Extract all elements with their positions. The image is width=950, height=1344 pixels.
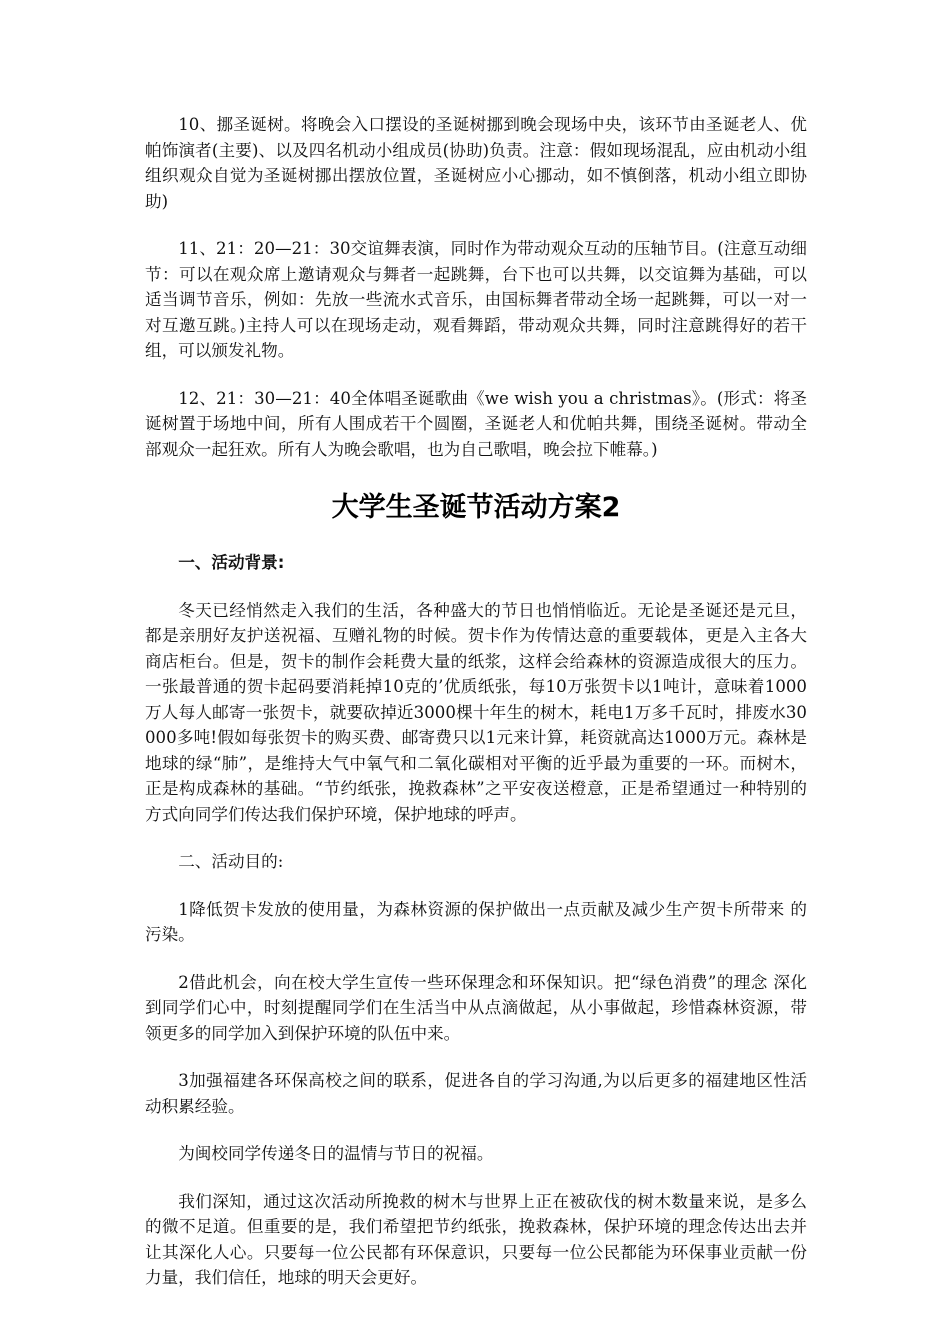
paragraph-item-12: 12、21：30—21：40全体唱圣诞歌曲《we wish you a christmas》。(形式：将圣诞树置于场地中间，所有人围成若干个圆圈，圣诞老人和优帕共舞，围绕圣诞树。带动全部观众一起狂欢。所有人为晚会歌唱，也为自己歌唱，晚会拉下帷幕。) [145,388,807,459]
heading-goals: 二、活动目的: [178,852,284,871]
document-page [145,112,807,1291]
paragraph-background: 冬天已经悄然走入我们的生活，各种盛大的节日也悄悄临近。无论是圣诞还是元旦，都是亲朋好友护送祝福、互赠礼物的时候。贺卡作为传情达意的重要载体，更是入主各大商店柜台。但是，贺卡的制作会耗费大量的纸浆，这样会给森林的资源造成很大的压力。一张最普通的贺卡起码要消耗掉10克的’优质纸张，每10万张贺卡以1吨计，意味着1000万人每人邮寄一张贺卡，就要砍掉近3000棵十年生的树木，耗电1万多千瓦时，排废水30000多吨!假如每张贺卡的购买费、邮寄费只以1元来计算，耗资就高达1000万元。森林是地球的绿“肺”，是维持大气中氧气和二氧化碳相对平衡的近乎最为重要的一环。而树木，正是构成森林的基础。“节约纸张，挽救森林”之平安夜送橙意，正是希望通过一种特别的方式向同学们传达我们保护环境，保护地球的呼声。 [145,600,807,824]
paragraph-closing: 我们深知，通过这次活动所挽救的树木与世界上正在被砍伐的树木数量来说，是多么的微不足道。但重要的是，我们希望把节约纸张，挽救森林，保护环境的理念传达出去并让其深化人心。只要每一位公民都有环保意识，只要每一位公民都能为环保事业贡献一份力量，我们信任，地球的明天会更好。 [145,1191,807,1287]
paragraph-item-11: 11、21：20—21：30交谊舞表演，同时作为带动观众互动的压轴节目。(注意互动细节：可以在观众席上邀请观众与舞者一起跳舞，台下也可以共舞，以交谊舞为基础，可以适当调节音乐，例如：先放一些流水式音乐，由国标舞者带动全场一起跳舞，可以一对一对互邀互跳。)主持人可以在现场走动，观看舞蹈，带动观众共舞，同时注意跳得好的若干组，可以颁发礼物。 [145,239,807,360]
paragraph-item-10: 10、挪圣诞树。将晚会入口摆设的圣诞树挪到晚会现场中央，该环节由圣诞老人、优帕饰演者(主要)、以及四名机动小组成员(协助)负责。注意：假如现场混乱，应由机动小组组织观众自觉为圣诞树挪出摆放位置，圣诞树应小心挪动，如不慎倒落，机动小组立即协助) [145,115,807,211]
paragraph-goal-1: 1降低贺卡发放的使用量，为森林资源的保护做出一点贡献及减少生产贺卡所带来 的污染。 [145,899,807,944]
paragraph-goal-3: 3加强福建各环保高校之间的联系，促进各自的学习沟通,为以后更多的福建地区性活动积累经验。 [145,1071,807,1116]
section-title: 大学生圣诞节活动方案2 [331,492,621,523]
paragraph-goal-2: 2借此机会，向在校大学生宣传一些环保理念和环保知识。把“绿色消费”的理念 深化到同学们心中，时刻提醒同学们在生活当中从点滴做起，从小事做起，珍惜森林资源，带领更多的同学加入到保护环境的队伍中来。 [145,972,807,1043]
paragraph-goal-4: 为闽校同学传递冬日的温情与节日的祝福。 [178,1144,494,1163]
heading-background: 一、活动背景: [178,553,285,572]
